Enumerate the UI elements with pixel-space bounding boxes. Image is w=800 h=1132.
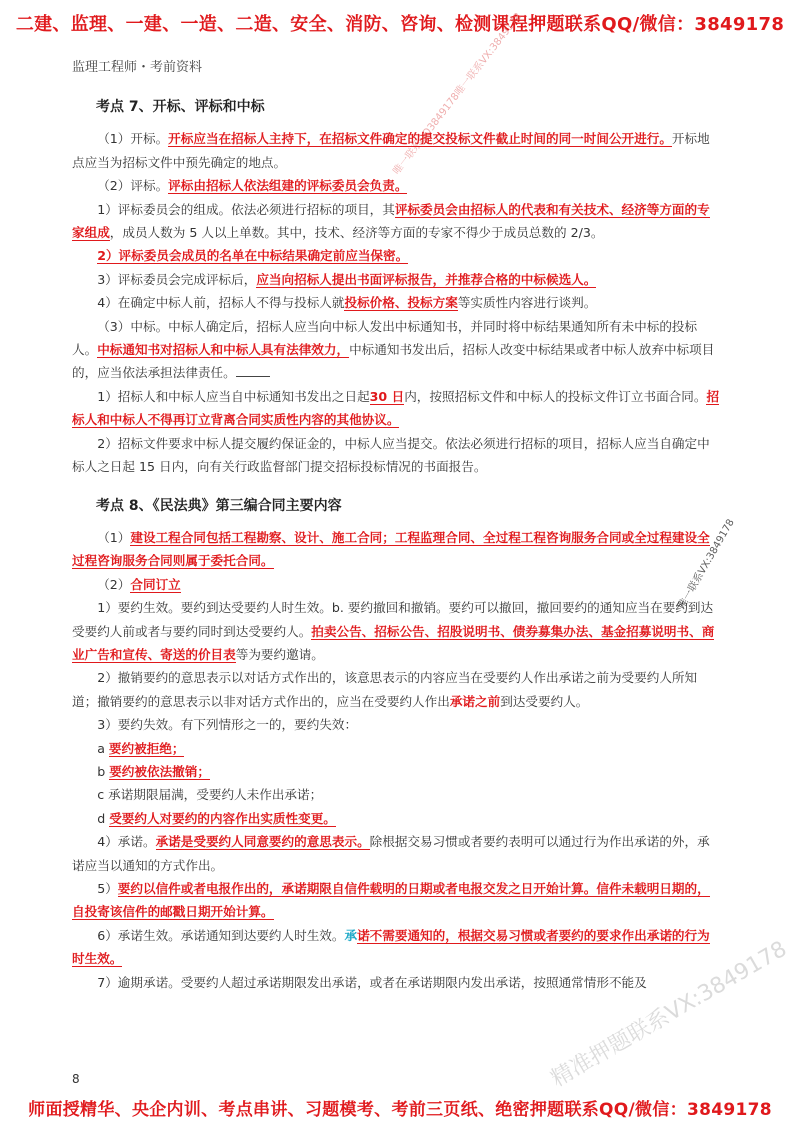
paragraph-committee: 1）评标委员会的组成。依法必须进行招标的项目，其评标委员会由招标人的代表和有关技术、经济等方面的专家组成，成员人数为 5 人以上单数。其中，技术、经济等方面的专家不得少于成员总数的 2/3。: [72, 201, 710, 241]
bottom-banner: 师面授精华、央企内训、考点串讲、习题模考、考前三页纸、绝密押题联系QQ/微信：3849178: [28, 1100, 772, 1120]
page-content: [72, 96, 720, 994]
top-banner: 二建、监理、一建、一造、二造、安全、消防、咨询、检测课程押题联系QQ/微信：3849178: [15, 14, 785, 35]
section-title-8: 考点 8、《民法典》第三编合同主要内容: [96, 497, 342, 514]
paragraph-letter-telegram: 5）要约以信件或者电报作出的，承诺期限自信件载明的日期或者电报交发之日开始计算。信件未载明日期的，自投寄该信件的邮戳日期开始计算。: [72, 881, 710, 920]
list-item-d: d 受要约人对要约的内容作出实质性变更。: [97, 810, 336, 826]
paragraph-report: 3）评标委员会完成评标后，应当向招标人提出书面评标报告，并推荐合格的中标候选人。: [97, 271, 597, 287]
page-number: 8: [72, 1072, 80, 1086]
paragraph-contract-30days: 1）招标人和中标人应当自中标通知书发出之日起30 日内，按照招标文件和中标人的投标文件订立书面合同。招标人和中标人不得再订立背离合同实质性内容的其他协议。: [72, 388, 720, 428]
paragraph-award: （3）中标。中标人确定后，招标人应当向中标人发出中标通知书，并同时将中标结果通知所有未中标的投标人。中标通知书对招标人和中标人具有法律效力，中标通知书发出后，招标人改变中标结果或者中标人放弃中标项目的，应当依法承担法律责任。: [72, 318, 715, 381]
list-item-b: b 要约被依法撤销；: [97, 763, 210, 779]
watermark-side: 唯一联系VX:3849178: [676, 517, 737, 611]
paragraph-bond: 2）招标文件要求中标人提交履约保证金的，中标人应当提交。依法必须进行招标的项目，招标人应当自确定中标人之日起 15 日内，向有关行政监督部门提交招标投标情况的书面报告。: [72, 435, 710, 475]
paragraph-offer-revoke: 2）撤销要约的意思表示以对话方式作出的，该意思表示的内容应当在受要约人作出承诺之前为受要约人所知道；撤销要约的意思表示以非对话方式作出的，应当在受要约人作出承诺之前到达受要约人。: [72, 670, 698, 709]
paragraph-negotiation: 4）在确定中标人前，招标人不得与投标人就投标价格、投标方案等实质性内容进行谈判。: [97, 295, 597, 311]
paragraph-evaluation: （2）评标。评标由招标人依法组建的评标委员会负责。: [97, 178, 408, 194]
paragraph-opening: （1）开标。开标应当在招标人主持下，在招标文件确定的提交投标文件截止时间的同一时间公开进行。开标地点应当为招标文件中预先确定的地点。: [72, 131, 710, 170]
cursor-line: [236, 364, 270, 377]
paragraph-offer-effective: 1）要约生效。要约到达受要约人时生效。b. 要约撤回和撤销。要约可以撤回，撤回要约的通知应当在要约到达受要约人前或者与要约同时到达受要约人。拍卖公告、招标公告、招股说明书、债券募集办法、基金招募说明书、商业广告和宣传、寄送的价目表等为要约邀请。: [72, 600, 715, 662]
running-header: 监理工程师・考前资料: [72, 60, 203, 75]
list-item-c: c 承诺期限届满，受要约人未作出承诺；: [97, 787, 323, 803]
paragraph-acceptance-effective: 6）承诺生效。承诺通知到达要约人时生效。承诺不需要通知的，根据交易习惯或者要约的要求作出承诺的行为时生效。: [72, 927, 710, 967]
paragraph-late-acceptance: 7）逾期承诺。受要约人超过承诺期限发出承诺，或者在承诺期限内发出承诺，按照通常情形不能及: [97, 974, 647, 990]
paragraph-contract-formation: （2）合同订立: [97, 576, 181, 592]
paragraph-acceptance: 4）承诺。承诺是受要约人同意要约的意思表示。除根据交易习惯或者要约表明可以通过行为作出承诺的外，承诺应当以通知的方式作出。: [72, 834, 710, 873]
list-item-a: a 要约被拒绝；: [97, 740, 185, 756]
paragraph-confidential: 2）评标委员会成员的名单在中标结果确定前应当保密。: [97, 248, 409, 264]
section-title-7: 考点 7、开标、评标和中标: [96, 99, 265, 115]
watermark-large: 精准押题联系VX:3849178: [547, 936, 792, 1093]
paragraph-construction-contract: （1）建设工程合同包括工程勘察、设计、施工合同；工程监理合同、全过程工程咨询服务合同或全过程建设全过程咨询服务合同则属于委托合同。: [72, 529, 710, 569]
watermark-diagonal: 唯一联系QQ3849178唯一联系VX:3849178: [391, 11, 525, 177]
paragraph-offer-lapse: 3）要约失效。有下列情形之一的，要约失效：: [97, 717, 358, 733]
